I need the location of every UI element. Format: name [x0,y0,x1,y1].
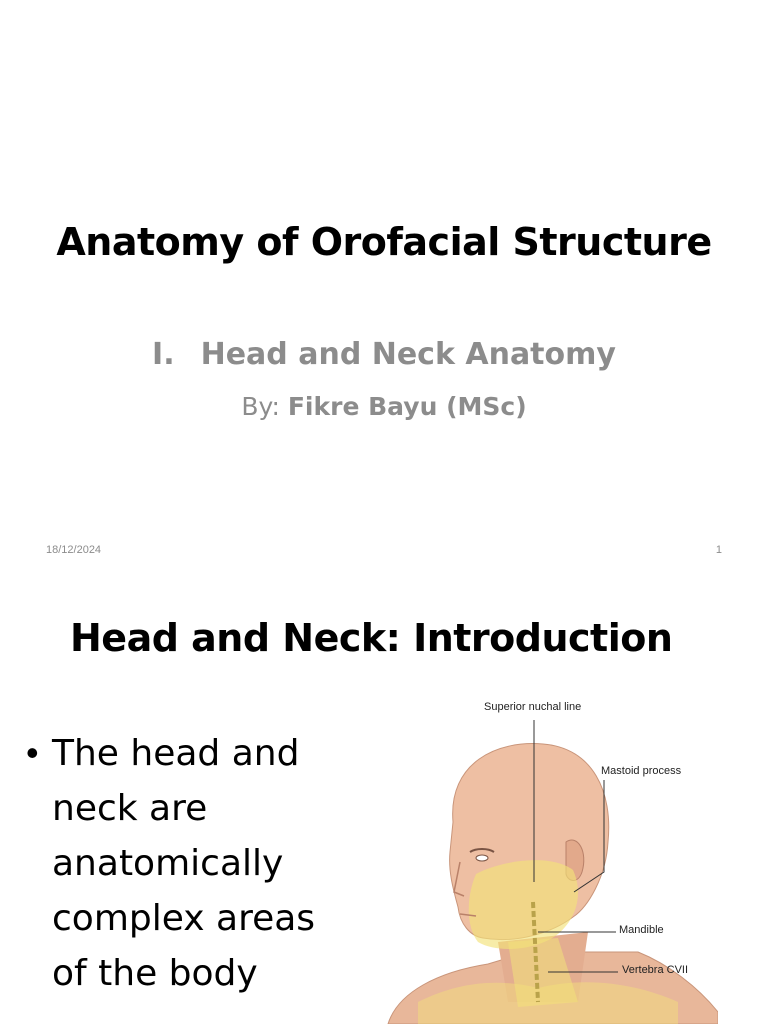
label-superior-nuchal-line: Superior nuchal line [484,701,582,713]
label-vertebra: Vertebra CVII [622,964,689,976]
footer-date: 18/12/2024 [46,544,102,556]
bullet-icon: • [26,732,39,773]
slide-subtitle [0,337,768,372]
label-mandible: Mandible [619,924,664,936]
subtitle-text: Head and Neck Anatomy [200,337,616,372]
head-neck-illustration [378,702,718,1024]
author-name: Fikre Bayu (MSc) [287,392,527,421]
bullet-list [26,726,356,1001]
byline [0,392,768,421]
slide-title: Anatomy of Orofacial Structure [56,220,712,264]
label-mastoid-process: Mastoid process [601,765,682,777]
slide-2 [0,578,768,1024]
by-label: By: [241,392,280,421]
subtitle-number: I. [152,337,175,372]
page-number: 1 [715,544,722,556]
slide-title: Head and Neck: Introduction [70,616,673,660]
bullet-text: The head and neck are anatomically complex areas of the body [52,733,316,994]
